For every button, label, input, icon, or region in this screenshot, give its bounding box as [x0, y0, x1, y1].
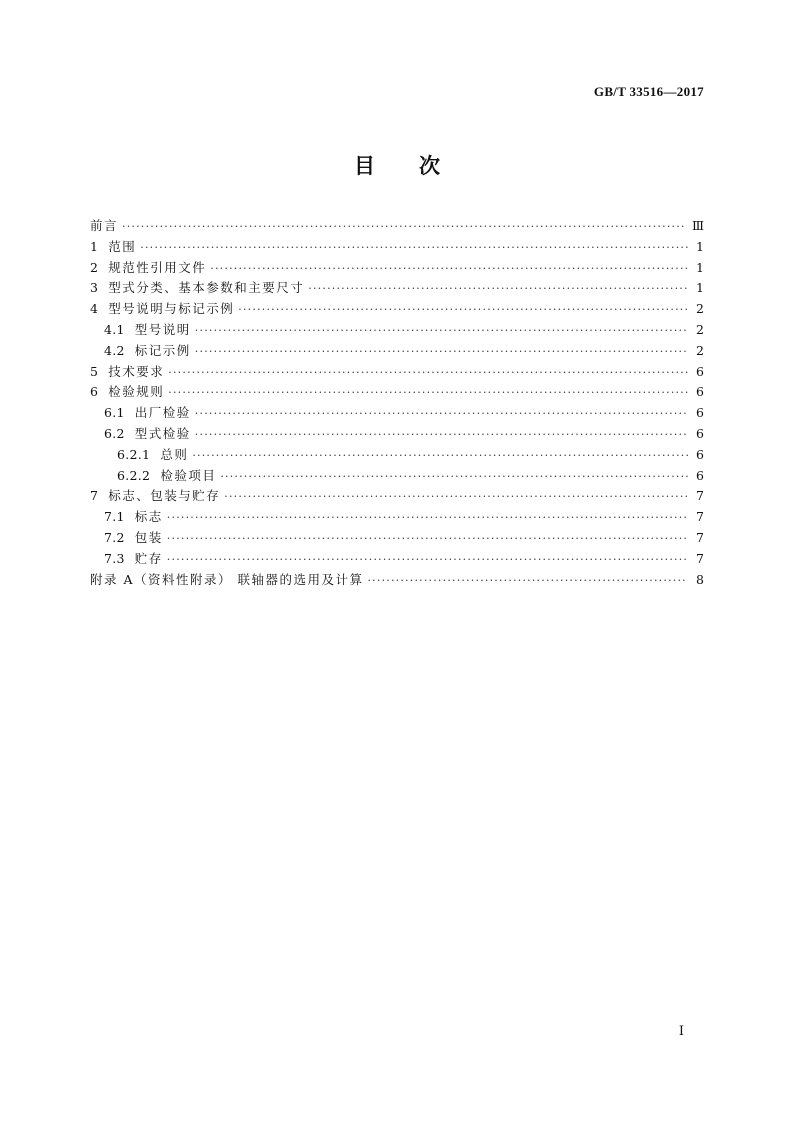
page-number: Ⅰ [678, 1023, 684, 1038]
page-title [0, 150, 794, 180]
toc-entry[interactable] [90, 341, 704, 362]
toc-entry-page: 2 [696, 301, 704, 317]
dot-leader [210, 262, 688, 275]
toc-entry[interactable] [90, 466, 704, 487]
toc-entry[interactable] [90, 320, 704, 341]
toc-entry-label: 规范性引用文件 [108, 259, 207, 275]
toc-entry-number: 7.1 [104, 509, 125, 525]
toc-entry[interactable] [90, 216, 704, 237]
toc-entry-label: 附录 A（资料性附录） 联轴器的选用及计算 [90, 571, 364, 587]
title-char-2: 次 [419, 153, 440, 178]
toc-entry-label: 前言 [90, 218, 119, 233]
dot-leader [140, 241, 688, 254]
toc-entry-label: 标记示例 [134, 342, 191, 358]
toc-entry-label: 检验项目 [160, 467, 217, 483]
toc-entry[interactable] [90, 403, 704, 424]
toc-entry-label: 总则 [160, 446, 189, 462]
toc-entry[interactable] [90, 258, 704, 279]
toc-entry-number: 7.2 [104, 529, 125, 545]
standard-code: GB/T 33516—2017 [593, 84, 704, 99]
toc-entry-label: 技术要求 [108, 363, 165, 379]
toc-entry-number: 2 [90, 259, 99, 275]
toc-entry[interactable] [90, 237, 704, 258]
toc-entry-page: 6 [696, 467, 704, 483]
dot-leader [220, 470, 688, 483]
toc-entry-label: 贮存 [134, 550, 163, 566]
toc-entry-label: 检验规则 [108, 384, 165, 400]
toc-entry-number: 6.2.2 [117, 467, 151, 483]
toc-entry-label: 标志、包装与贮存 [108, 488, 221, 504]
toc-entry-page: 8 [696, 571, 704, 587]
dot-leader [122, 220, 686, 233]
toc-entry-page: 1 [696, 259, 704, 275]
dot-leader [167, 553, 688, 566]
toc-entry[interactable] [90, 362, 704, 383]
toc-entry-page: 7 [696, 550, 704, 566]
toc-entry-number: 5 [90, 363, 99, 379]
toc-entry[interactable] [90, 507, 704, 528]
toc-entry-page: Ⅲ [691, 218, 704, 233]
toc-entry-page: 1 [696, 238, 704, 254]
toc-entry-number: 6.2 [104, 425, 125, 441]
dot-leader [367, 574, 688, 587]
dot-leader [168, 386, 688, 399]
dot-leader [192, 449, 688, 462]
toc-entry-number: 1 [90, 238, 99, 254]
toc-entry-label: 型号说明与标记示例 [108, 301, 235, 317]
toc-entry-label: 出厂检验 [134, 405, 191, 421]
toc-entry[interactable] [90, 424, 704, 445]
dot-leader [195, 428, 688, 441]
toc-entry-page: 2 [696, 342, 704, 358]
toc-entry[interactable] [90, 486, 704, 507]
title-char-1: 目 [354, 153, 375, 178]
dot-leader [195, 324, 688, 337]
toc-entry[interactable] [90, 382, 704, 403]
toc-entry[interactable] [90, 528, 704, 549]
toc-entry-number: 7.3 [104, 550, 125, 566]
dot-leader [168, 366, 688, 379]
toc-entry[interactable] [90, 299, 704, 320]
toc-entry[interactable] [90, 278, 704, 299]
toc-entry-page: 1 [696, 280, 704, 296]
dot-leader [308, 282, 688, 295]
toc-entry[interactable] [90, 445, 704, 466]
dot-leader [238, 303, 688, 316]
table-of-contents [90, 216, 704, 590]
dot-leader [167, 511, 688, 524]
toc-entry-page: 7 [696, 509, 704, 525]
toc-entry-page: 7 [696, 488, 704, 504]
toc-entry-number: 3 [90, 280, 99, 296]
toc-entry-number: 6.2.1 [117, 446, 151, 462]
toc-entry-label: 范围 [108, 238, 137, 254]
toc-entry-label: 型式分类、基本参数和主要尺寸 [108, 280, 305, 296]
toc-entry-label: 包装 [134, 529, 163, 545]
toc-entry-number: 4 [90, 301, 99, 317]
toc-entry-label: 型式检验 [134, 425, 191, 441]
toc-entry-page: 6 [696, 446, 704, 462]
toc-entry-page: 6 [696, 425, 704, 441]
toc-entry-number: 4.2 [104, 342, 125, 358]
toc-entry-page: 2 [696, 321, 704, 337]
toc-entry-label: 型号说明 [134, 321, 191, 337]
toc-entry-number: 7 [90, 488, 99, 504]
dot-leader [224, 490, 688, 503]
toc-entry-page: 6 [696, 384, 704, 400]
toc-entry-number: 6 [90, 384, 99, 400]
toc-entry-label: 标志 [134, 509, 163, 525]
toc-entry[interactable] [90, 570, 704, 591]
toc-entry-page: 7 [696, 529, 704, 545]
toc-entry-page: 6 [696, 363, 704, 379]
dot-leader [167, 532, 688, 545]
toc-entry-number: 4.1 [104, 321, 125, 337]
dot-leader [195, 407, 688, 420]
toc-entry[interactable] [90, 549, 704, 570]
toc-entry-number: 6.1 [104, 405, 125, 421]
toc-entry-page: 6 [696, 405, 704, 421]
dot-leader [195, 345, 688, 358]
